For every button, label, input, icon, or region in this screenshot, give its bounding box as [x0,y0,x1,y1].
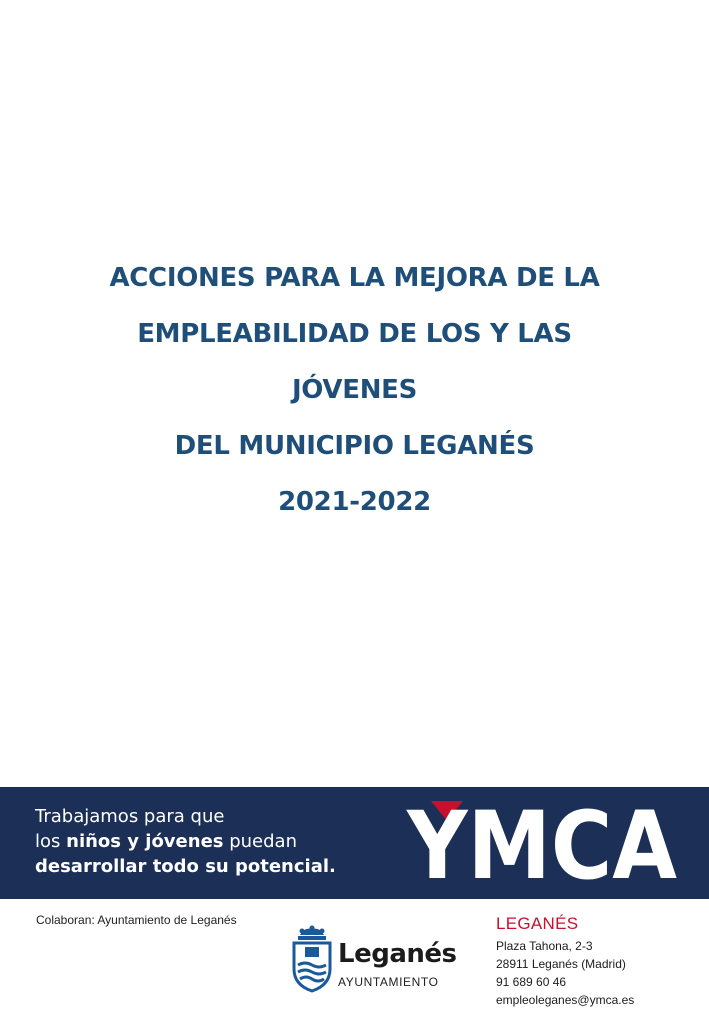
slogan-line-2 [35,831,297,852]
title-line-2: EMPLEABILIDAD DE LOS Y LAS [137,319,572,349]
ymca-logo-text: YMCA [406,792,678,901]
title-line-5: 2021-2022 [278,487,431,517]
slogan-line-3: desarrollar todo su potencial. [35,856,336,877]
title-line-4: DEL MUNICIPIO LEGANÉS [174,431,535,461]
banner-slogan [35,804,336,879]
leganes-logo-name: Leganés [338,939,457,969]
title-line-1: ACCIONES PARA LA MEJORA DE LA [109,263,600,293]
leganes-logo [290,925,470,1000]
slogan-line-2-start: los [35,831,67,852]
leganes-shield-icon [290,925,334,993]
title-line-3: JÓVENES [291,375,418,405]
leganes-logo-subtitle: AYUNTAMIENTO [338,975,439,989]
contact-email[interactable]: empleoleganes@ymca.es [496,993,635,1007]
ymca-logo [405,792,680,901]
contact-address-1: Plaza Tahona, 2-3 [496,939,593,953]
document-title [0,250,709,530]
slogan-line-2-bold: niños y jóvenes [66,831,224,852]
contact-phone: 91 689 60 46 [496,975,567,989]
collaborators-label: Colaboran: Ayuntamiento de Leganés [36,913,237,927]
ymca-banner [0,787,709,899]
slogan-line-1: Trabajamos para que [35,806,225,827]
slogan-line-2-end: puedan [223,831,297,852]
contact-city: LEGANÉS [496,914,579,933]
contact-block [496,913,634,1009]
contact-address-2: 28911 Leganés (Madrid) [496,957,626,971]
